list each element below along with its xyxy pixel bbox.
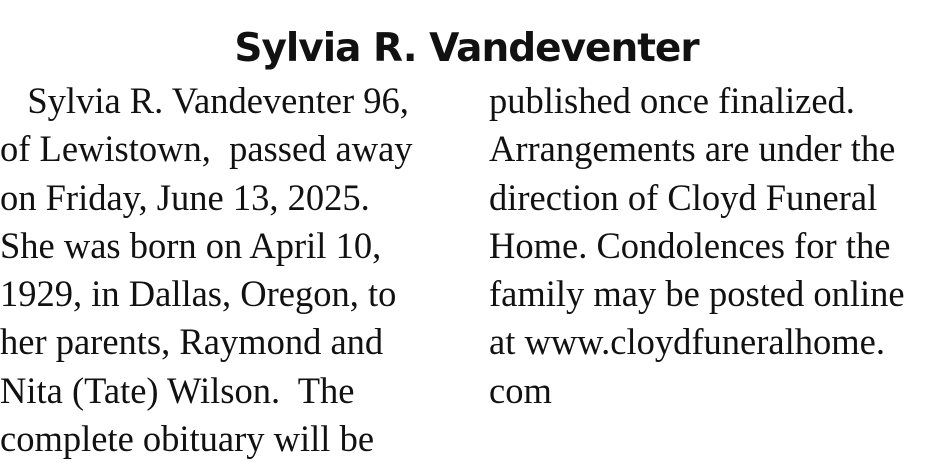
left-column: [0, 77, 470, 463]
body-line: Sylvia R. Vandeventer 96,: [0, 80, 409, 121]
obituary-headline: Sylvia R. Vandeventer: [234, 26, 699, 72]
body-line: complete obituary will be: [0, 418, 375, 460]
body-line: Home. Condolences for the: [489, 224, 891, 266]
body-line: on Friday, June 13, 2025.: [0, 176, 370, 218]
body-line: at www.cloydfuneralhome.: [489, 321, 885, 363]
body-line: published once finalized.: [489, 80, 855, 121]
body-line: direction of Cloyd Funeral: [489, 176, 878, 218]
body-line: Nita (Tate) Wilson. The: [0, 369, 355, 411]
body-line: of Lewistown, passed away: [0, 128, 413, 170]
body-line: She was born on April 10,: [0, 224, 382, 266]
body-line: com: [489, 369, 552, 411]
body-line: family may be posted online: [489, 273, 905, 315]
right-column: [489, 77, 933, 415]
body-line: her parents, Raymond and: [0, 321, 384, 363]
body-line: 1929, in Dallas, Oregon, to: [0, 273, 397, 315]
body-line: Arrangements are under the: [489, 128, 896, 170]
